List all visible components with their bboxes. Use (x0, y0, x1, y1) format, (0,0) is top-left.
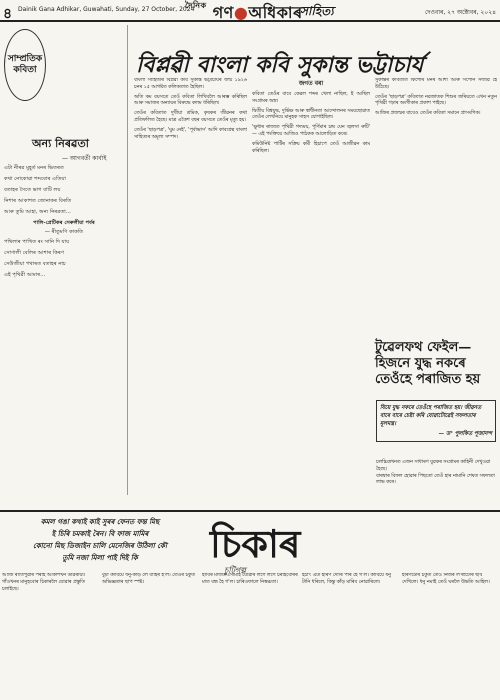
poem-line: বতাহৰ সৈতে ভাগ বাটি লয় (4, 187, 61, 193)
story-column: আজি ৰাতিপুৱাৰ পৰাই আকাশখন ডাৱৰীয়া। গাঁওখনৰ মানুহবোৰ চিকাৰলৈ যোৱাৰ প্ৰস্তুতি চলাইছে। (2, 573, 86, 592)
poem-body (4, 165, 124, 283)
left-column (2, 25, 128, 495)
second-poem-title: পালি-প্ৰেটিকৰ সেৰুলীয়া পৰ্বৰ (33, 220, 95, 226)
quote-author: — ড° পুলকিত পূজানন্দ (438, 431, 492, 437)
poem-line: এটা নীৰৱ মুহূৰ্ত মনৰ ভিতৰত (4, 165, 64, 171)
logo-mark: ● (233, 3, 249, 22)
section-divider (0, 510, 500, 512)
article-paragraph: 'ক্ষুধাৰ ৰাজ্যত পৃথিৱী গদ্যময়, পূৰ্ণিমাৰ চন্দ্ৰ যেন জ্বলসা ৰুটি' — এই পংক্তিয়ে আজিও পাঠকক আলোড়িত কৰে। (252, 125, 370, 137)
story-column: বুঢ়া কাৰ্বিয়ে ধনু-কাঁড় লৈ বাহিৰ হ'ল। তেওঁৰ চকুত অভিজ্ঞতাৰ ছাপ স্পষ্ট। (102, 573, 195, 585)
poem-badge: সাম্প্রতিক কবিতা (4, 29, 46, 101)
article-column-2 (252, 78, 370, 508)
article-byline: জগত বৰা (298, 80, 324, 87)
article-paragraph: আজিৰ প্ৰজন্মৰ বাবেও তেওঁৰ কবিতা সমানে প্ৰাসংগিক। (375, 111, 481, 117)
story-quote-line: ই চিৰি চমকাই ৰৈন। বি ফাজ মামিৰ (51, 529, 149, 538)
page-number: ৪ (3, 6, 13, 22)
poem-line: কথা নোকোৱা শব্দবোৰ এতিয়া (4, 176, 66, 182)
article-paragraph: তেওঁৰ কবিতাত দুখীয়া শ্ৰমিক, কৃষকৰ জীৱনৰ কথা প্ৰতিফলিত হৈছে। মাত্ৰ একৈশ বছৰ বয়সতে তেওঁৰ মৃত্যু হয়। (134, 111, 247, 123)
quote-text: যিয়ে যুদ্ধ নকৰে তেওঁহে পৰাজিত হয়। জীৱনত বাৰে বাৰে চেষ্টা কৰি যোৱাটোৱেই সফলতাৰ মূলমন্ত্ৰ। (380, 405, 482, 427)
story-quote-line: কমল গঙা কথাই কাই সুৰৰ ফেনত ফন্ত মিছ (40, 517, 160, 526)
news-paragraph: বাৰম্বাৰ বিফল হোৱাৰ পিছতো তেওঁ হাৰ নামানি শেষত সফলতা লাভ কৰে। (376, 473, 495, 486)
news-headline: টুৱেলফথ ফেইল— হিজনে যুদ্ধ নকৰে তেওঁহে পৰাজিত হয় (375, 340, 481, 387)
article-paragraph: কবিতা তেওঁৰ বাবে কেৱল শব্দৰ খেলা নাছিল, ই আছিল সংগ্ৰামৰ অস্ত্ৰ। (252, 92, 370, 104)
news-paragraph: চলচ্চিত্ৰখনত এজন সাধাৰণ যুৱকৰ সংগ্ৰামৰ কাহিনী দেখুওৱা হৈছে। (376, 460, 491, 472)
poem-line: নিশাৰ আকাশত জোনাকৰ বিৰতি (4, 198, 72, 204)
main-headline: বিপ্লৱী বাংলা কবি সুকান্ত ভট্টাচাৰ্য (136, 52, 424, 78)
story-title: চিকাৰ (210, 521, 301, 566)
main-article (132, 78, 500, 510)
article-column-3 (375, 78, 497, 338)
poem-line: সোণালী বেলিৰ আশাৰ কিৰণ (4, 250, 64, 256)
poem-author: — আগবৰ্তী কাৰ্বাই (62, 155, 107, 162)
logo-part2: অধিকাৰ (248, 3, 303, 22)
story-subtitle: চুটিগল্প (224, 566, 246, 575)
logo-prefix: দৈনিক (185, 0, 207, 10)
article-paragraph: তেওঁৰ 'ছাড়পত্ৰ' কবিতাত নৱজাতক শিশুৰ জৰিয়তে এখন নতুন পৃথিৱী গঢ়াৰ অংগীকাৰ প্ৰকাশ পাইছে। (375, 94, 497, 107)
date-right: দেওবাৰ, ২৭ অক্টোবৰ, ২০২৪ (424, 9, 496, 16)
story-quote-line: কোনো মিছ ডিজাইন চালি মেনেজিৰ উঠিলা কৌ (33, 541, 167, 550)
article-paragraph: তেওঁৰ 'ছাড়পত্ৰ', 'ঘুম নেই', 'পূৰ্বাভাস' আদি কাব্যগ্ৰন্থ বাংলা সাহিত্যৰ অমূল্য সম্পদ। (134, 127, 247, 140)
poem-line: পথিলাৰ পাখিত ৰং সানি দি যায় (4, 239, 70, 245)
poem-line: আৰু তুমি আহা, অন্য নিৰৱতা... (4, 209, 71, 215)
story-column: হৰিণটোৰ চকুত তেওঁ নিজৰ ল'ৰাটোৰ ছবি দেখিলে। ধনু নমাই তেওঁ ঘৰলৈ উভতি আহিল। (402, 573, 490, 585)
article-paragraph: অতি কম বয়সতে তেওঁ কবিতা লিখিবলৈ আৰম্ভ কৰিছিল আৰু সমাজৰ অন্যায়ৰ বিৰুদ্ধে কলম ধৰিছিল। (134, 94, 247, 107)
second-poem-author: — ৰীতুমণি কাকতি (44, 229, 84, 235)
story-quote-line: তুমি নজা মিলা পাই দিই কি (62, 553, 138, 562)
poem-title: অন্য নিৰৱতা (32, 137, 89, 150)
article-paragraph: বাংলা সাহিত্যৰ বিপ্লৱী কবি সুকান্ত ভট্টাচাৰ্যৰ জন্ম ১৯২৬ চনৰ ১৫ আগষ্টত কলিকতাত হৈছিল। (134, 78, 247, 90)
paper-info: Dainik Gana Adhikar, Guwahati, Sunday, 27 October, 2024 (18, 6, 195, 13)
section-label: সাহিত্য (300, 4, 334, 18)
article-paragraph: সুকান্তৰ কবিতাত কিশোৰ মনৰ আশা আৰু সপোন সজীৱ হৈ উঠিছে। (375, 78, 497, 90)
masthead (0, 0, 500, 22)
news-body (376, 460, 498, 487)
newspaper-logo (185, 0, 303, 27)
article-column-1 (134, 78, 247, 508)
quote-box (376, 400, 496, 442)
article-paragraph: কমিউনিষ্ট পাৰ্টিৰ সক্ৰিয় কৰ্মী হিচাপে তেওঁ আজীৱন কাম কৰিছিল। (252, 141, 370, 154)
poem-line: সেউজীয়া পথাৰত বতাহৰ নাচ (4, 261, 66, 267)
story-column: হাবিৰ মাজত সোমাই যোৱাৰ লগে লগে চৰাইবোৰৰ মাত বন্ধ হৈ গ'ল। চাৰিওফালে নিস্তব্ধতা। (202, 573, 298, 585)
logo-part1: গণ (212, 3, 234, 22)
article-paragraph: দ্বিতীয় বিশ্বযুদ্ধ, দুৰ্ভিক্ষ আৰু স্বাধীনতা আন্দোলনৰ সময়ছোৱাত তেওঁৰ লেখনিয়ে মানুহক সাহস যোগাইছিল। (252, 108, 370, 121)
poem-line: এই পৃথিৱী আমাৰ... (4, 272, 46, 278)
story-column: হঠাৎ এটা হৰিণ দৌৰি পাৰ হৈ গ'ল। কাৰ্বিয়ে ধনু টানি ধৰিলে, কিন্তু কাঁড় মাৰিব নোৱাৰিলে। (302, 573, 391, 585)
